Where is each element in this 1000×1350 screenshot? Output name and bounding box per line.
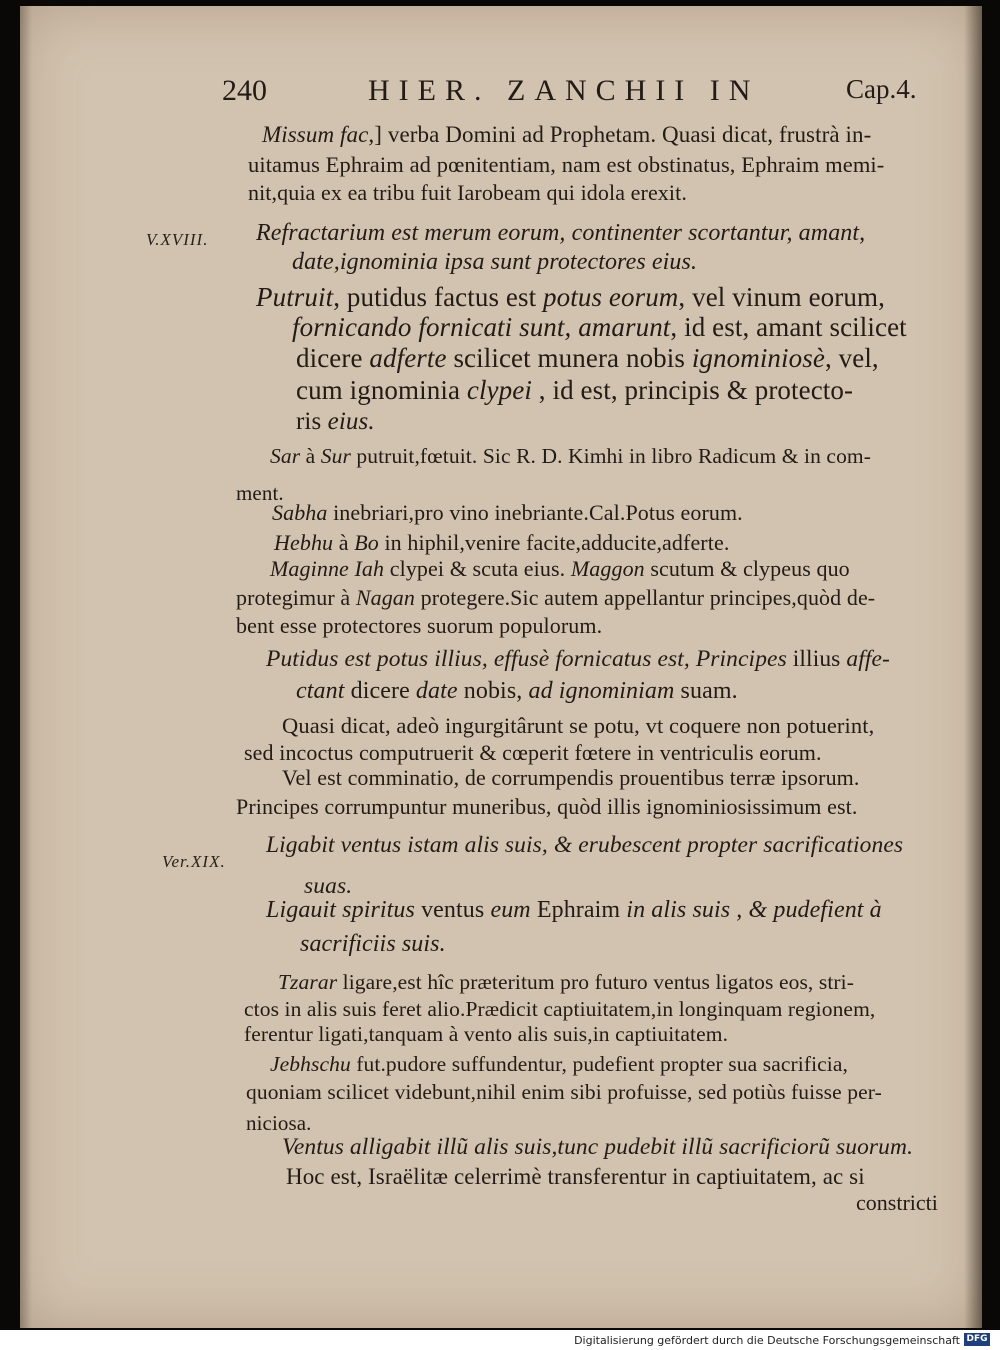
italic-run: Nagan xyxy=(355,585,416,610)
text-line xyxy=(256,220,865,247)
italic-run: Maginne Iah xyxy=(270,556,385,581)
text-line xyxy=(282,713,874,739)
text-run: illius xyxy=(786,646,847,672)
text-line xyxy=(248,152,884,178)
italic-run: ignominiosè xyxy=(691,343,825,373)
text-run: scutum & clypeus quo xyxy=(644,556,850,581)
text-run: dicere xyxy=(296,343,370,373)
page-number: 240 xyxy=(222,74,267,107)
text-run: ris xyxy=(296,408,328,435)
text-run: sed incoctus computruerit & cœperit fœtere in ventriculis eorum. xyxy=(244,740,822,765)
text-run: suam. xyxy=(674,678,738,704)
text-run: clypei & scuta eius. xyxy=(384,556,571,581)
italic-run: Refractarium est merum eorum, continenter scortantur, amant, xyxy=(256,220,866,246)
margin-note-verse-18: V.XVIII. xyxy=(146,230,209,249)
italic-run: date xyxy=(415,678,458,704)
text-run: nit,quia ex ea tribu fuit Iarobeam qui idola erexit. xyxy=(248,180,687,205)
text-run: protegimur à xyxy=(236,585,356,610)
footer-credit: Digitalisierung gefördert durch die Deutsche Forschungsgemeinschaft xyxy=(574,1334,960,1347)
text-run: ventus xyxy=(414,897,491,923)
italic-run: Ligauit spiritus xyxy=(266,897,415,923)
text-run: , putidus factus est xyxy=(333,282,544,312)
text-run: ment. xyxy=(236,481,284,505)
text-run: , id est, amant scilicet xyxy=(670,312,907,342)
text-run: Principes corrumpuntur muneribus, quòd illis ignominiosissimum est. xyxy=(236,794,858,819)
italic-run: Sur xyxy=(320,444,351,468)
text-line xyxy=(236,585,875,611)
italic-run: Putruit xyxy=(256,282,334,312)
text-line xyxy=(244,997,875,1022)
text-run: ] verba Domini ad Prophetam. Quasi dicat, frustrà in- xyxy=(374,122,872,147)
italic-run: Jebhschu xyxy=(270,1052,351,1076)
text-run: à xyxy=(300,444,321,468)
text-run: nobis, xyxy=(457,678,529,704)
text-line xyxy=(292,249,697,276)
text-line xyxy=(296,408,375,436)
text-run: cum ignominia xyxy=(296,375,467,405)
text-run: bent esse protectores suorum populorum. xyxy=(236,613,603,638)
text-line xyxy=(278,970,854,995)
text-run: quoniam scilicet videbunt,nihil enim sibi profuisse, sed potiùs fuisse per- xyxy=(246,1080,882,1104)
italic-run: fornicando fornicati sunt, amarunt xyxy=(292,312,671,342)
text-line xyxy=(236,613,602,639)
text-line xyxy=(270,556,850,582)
text-run: protegere.Sic autem appellantur principes,quòd de- xyxy=(415,585,876,610)
page-gutter-shadow xyxy=(20,6,32,1328)
italic-run: Tzarar xyxy=(278,970,338,994)
text-line xyxy=(272,500,743,526)
italic-run: suas. xyxy=(304,873,353,899)
dfg-logo: DFG xyxy=(964,1333,990,1346)
text-run: scilicet munera nobis xyxy=(446,343,692,373)
text-line xyxy=(300,931,446,958)
text-line xyxy=(296,375,853,406)
italic-run: Sar xyxy=(270,444,301,468)
text-line xyxy=(270,444,871,469)
text-run: Ephraim xyxy=(530,897,627,923)
text-line xyxy=(282,765,859,791)
text-run: , id est, principis & protecto- xyxy=(531,375,854,405)
text-line xyxy=(296,343,879,374)
text-line xyxy=(282,1134,913,1161)
text-line xyxy=(244,740,822,766)
text-line xyxy=(256,282,885,313)
text-line xyxy=(244,1022,728,1047)
italic-run: Ventus alligabit illũ alis suis,tunc pudebit illũ sacrificiorũ suorum. xyxy=(282,1134,914,1160)
text-run: Vel est comminatio, de corrumpendis prouentibus terræ ipsorum. xyxy=(282,765,860,790)
italic-run: date,ignominia ipsa sunt protectores eius. xyxy=(292,249,698,275)
text-line xyxy=(266,832,903,859)
text-run: dicere xyxy=(344,678,416,704)
italic-run: Putidus est potus illius, effusè fornicatus est, Principes xyxy=(266,646,787,672)
chapter-label: Cap.4. xyxy=(846,74,917,104)
italic-run: sacrificiis suis. xyxy=(300,931,446,957)
text-line xyxy=(292,312,907,343)
text-run: fut.pudore suffundentur, pudefient propter sua sacrificia, xyxy=(350,1052,848,1076)
italic-run: clypei xyxy=(466,375,532,405)
italic-run: potus eorum xyxy=(543,282,679,312)
text-run: putruit,fœtuit. Sic R. D. Kimhi in libro Radicum & in com- xyxy=(350,444,872,468)
text-line xyxy=(262,122,871,148)
text-line xyxy=(266,897,882,924)
text-run: ctos in alis suis feret alio.Prædicit captiuitatem,in longinquam regionem, xyxy=(244,997,876,1021)
italic-run: affe- xyxy=(846,646,890,672)
text-run: uitamus Ephraim ad pœnitentiam, nam est obstinatus, Ephraim memi- xyxy=(248,152,885,177)
text-run: ferentur ligati,tanquam à vento alis suis,in captiuitatem. xyxy=(244,1022,729,1046)
italic-run: Hebhu xyxy=(274,530,334,555)
text-run: ligare,est hîc præteritum pro futuro ventus ligatos eos, stri- xyxy=(337,970,854,994)
text-line xyxy=(304,873,352,900)
text-run: , vel, xyxy=(824,343,879,373)
page-edge-shadow xyxy=(964,6,982,1328)
text-line xyxy=(270,1052,848,1077)
text-run: à xyxy=(333,530,355,555)
text-line xyxy=(296,678,738,705)
italic-run: adferte xyxy=(369,343,447,373)
italic-run: ctant xyxy=(296,678,345,704)
italic-run: Maggon xyxy=(570,556,645,581)
italic-run: Bo xyxy=(354,530,379,555)
text-line xyxy=(286,1164,865,1190)
italic-run: ad ignominiam xyxy=(528,678,675,704)
text-run: , vel vinum eorum, xyxy=(678,282,885,312)
text-line xyxy=(266,646,890,673)
text-line xyxy=(236,794,857,820)
italic-run: in alis suis , & pudefient à xyxy=(626,897,882,923)
text-run: inebriari,pro vino inebriante.Cal.Potus eorum. xyxy=(327,500,743,525)
italic-run: Sabha xyxy=(272,500,328,525)
italic-run: Ligabit ventus istam alis suis, & erubescent propter sacrificationes xyxy=(266,832,904,858)
text-line xyxy=(274,530,729,556)
italic-run: eius. xyxy=(327,408,375,435)
text-line xyxy=(246,1080,882,1105)
text-run: niciosa. xyxy=(246,1111,312,1135)
catchword: constricti xyxy=(856,1190,938,1215)
running-title: HIER. ZANCHII IN xyxy=(368,74,760,107)
text-run: Hoc est, Israëlitæ celerrimè transferentur in captiuitatem, ac si xyxy=(286,1164,865,1189)
text-run: Quasi dicat, adeò ingurgitârunt se potu, vt coquere non potuerint, xyxy=(282,713,875,738)
text-run: in hiphil,venire facite,adducite,adferte. xyxy=(378,530,730,555)
text-line xyxy=(248,180,687,206)
italic-run: Missum fac, xyxy=(262,122,375,147)
italic-run: eum xyxy=(490,897,531,923)
margin-note-verse-19: Ver.XIX. xyxy=(162,852,226,871)
text-line xyxy=(246,1111,312,1136)
